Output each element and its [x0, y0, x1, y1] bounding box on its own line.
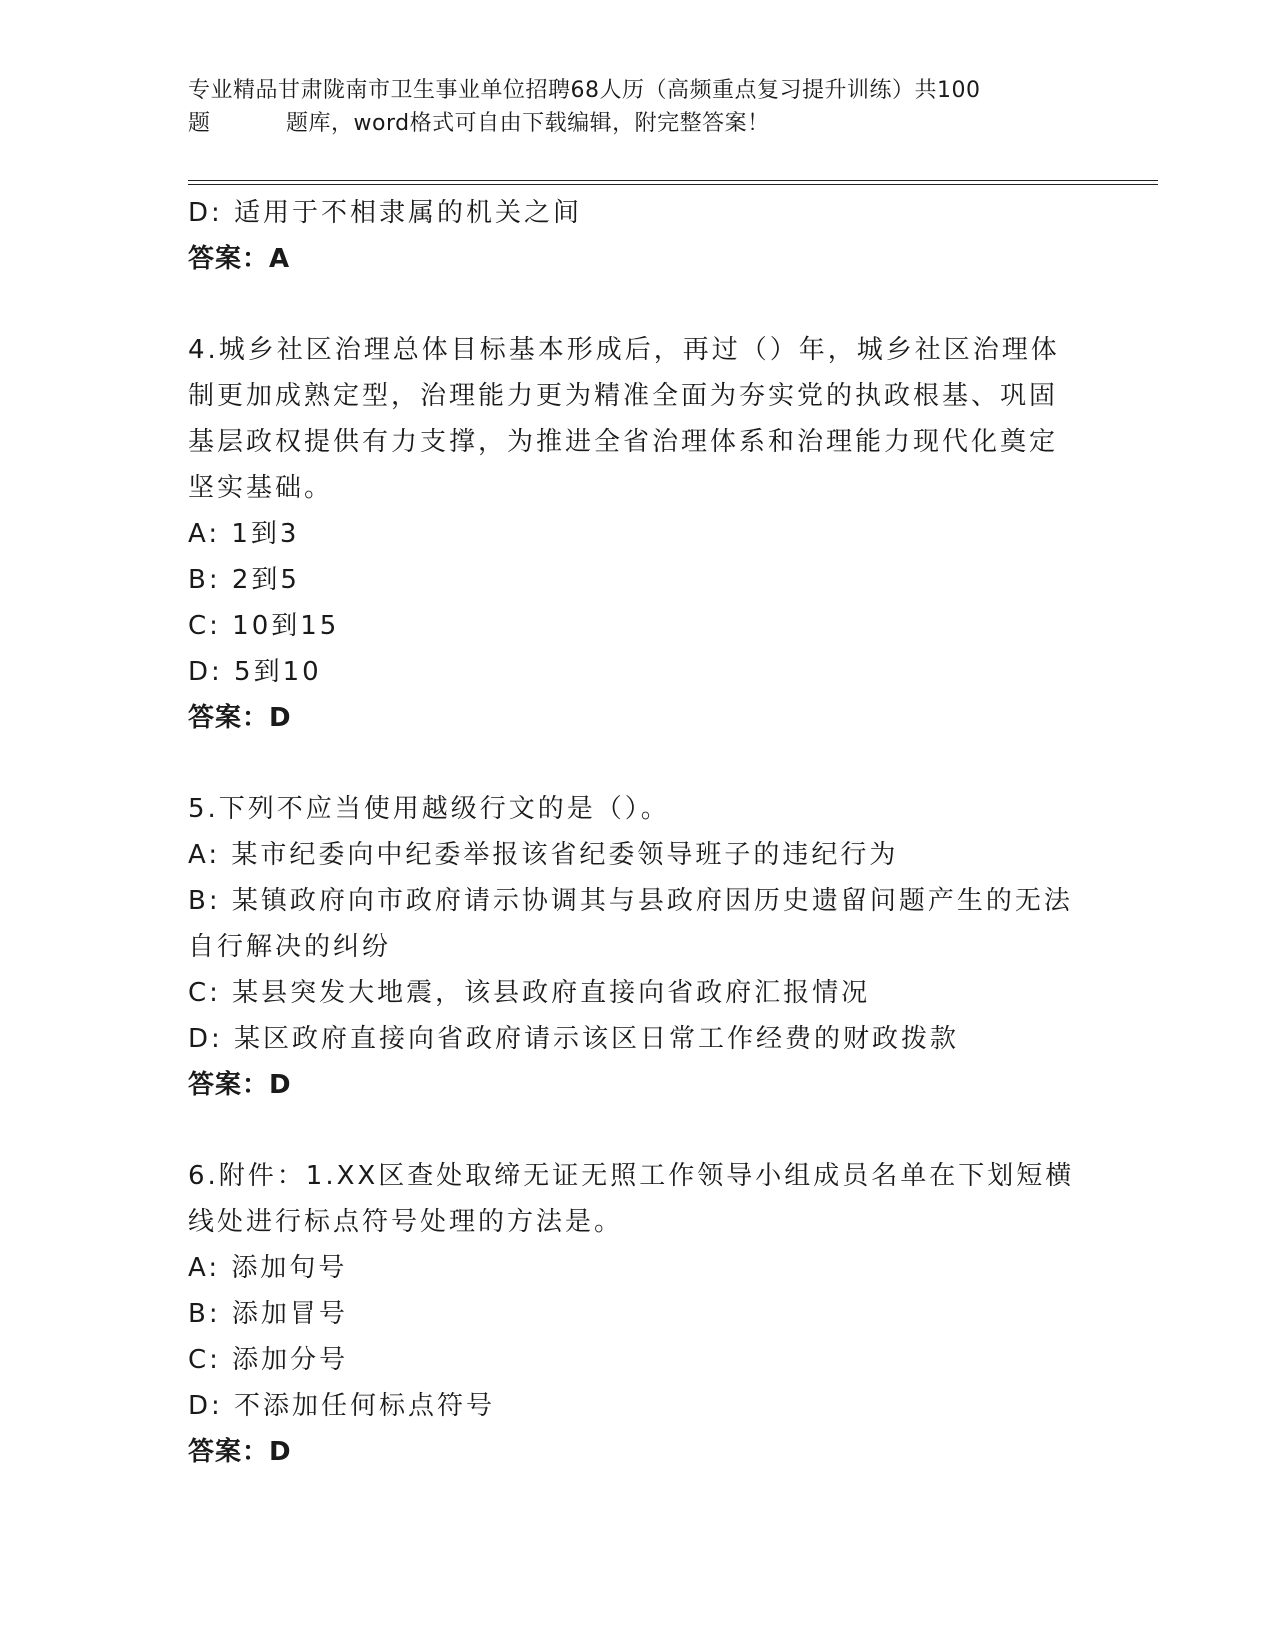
question-content [188, 190, 1075, 1475]
question-stem-line: 线处进行标点符号处理的方法是。 [188, 1207, 624, 1237]
option-d: D: 某区政府直接向省政府请示该区日常工作经费的财政拨款 [188, 1024, 960, 1054]
answer-label: 答案：D [188, 1437, 292, 1467]
header-title-fragment: 题 [188, 111, 211, 136]
question-stem-line: 坚实基础。 [188, 473, 334, 503]
answer-label: 答案：D [188, 1070, 292, 1100]
question-3-tail [188, 190, 1068, 282]
option-d: D: 5到10 [188, 657, 322, 687]
question-5 [188, 786, 1073, 1108]
option-b-line: B: 某镇政府向市政府请示协调其与县政府因历史遗留问题产生的无法 [188, 886, 1073, 916]
option-c: C: 某县突发大地震，该县政府直接向省政府汇报情况 [188, 978, 871, 1008]
option-a: A: 某市纪委向中纪委举报该省纪委领导班子的违纪行为 [188, 840, 899, 870]
option-c: C: 10到15 [188, 611, 340, 641]
question-stem: 5.下列不应当使用越级行文的是（）。 [188, 794, 670, 824]
question-stem-line: 制更加成熟定型，治理能力更为精准全面为夯实党的执政根基、巩固 [188, 381, 1059, 411]
option-a: A: 1到3 [188, 519, 300, 549]
header-title-line-1: 专业精品甘肃陇南市卫生事业单位招聘68人历（高频重点复习提升训练）共100 [188, 78, 981, 103]
answer-label: 答案：A [188, 244, 291, 274]
header-divider-top [188, 180, 1158, 181]
option-a: A: 添加句号 [188, 1253, 348, 1283]
document-header [188, 74, 1068, 140]
option-c: C: 添加分号 [188, 1345, 349, 1375]
question-stem-line: 基层政权提供有力支撑，为推进全省治理体系和治理能力现代化奠定 [188, 427, 1059, 457]
question-stem-line: 6.附件：1.XX区查处取缔无证无照工作领导小组成员名单在下划短横 [188, 1161, 1075, 1191]
header-title-continuation: 题库，word格式可自由下载编辑，附完整答案！ [286, 111, 770, 136]
option-b-line: 自行解决的纠纷 [188, 932, 392, 962]
question-stem-line: 4.城乡社区治理总体目标基本形成后，再过（）年，城乡社区治理体 [188, 335, 1060, 365]
answer-label: 答案：D [188, 703, 292, 733]
option-b: B: 添加冒号 [188, 1299, 348, 1329]
header-title-line-2 [188, 107, 1068, 140]
option-b: B: 2到5 [188, 565, 300, 595]
option-d: D: 适用于不相隶属的机关之间 [188, 198, 583, 228]
question-4 [188, 327, 1068, 741]
question-6 [188, 1153, 1075, 1475]
header-divider-bottom [188, 184, 1158, 185]
option-d: D: 不添加任何标点符号 [188, 1391, 496, 1421]
